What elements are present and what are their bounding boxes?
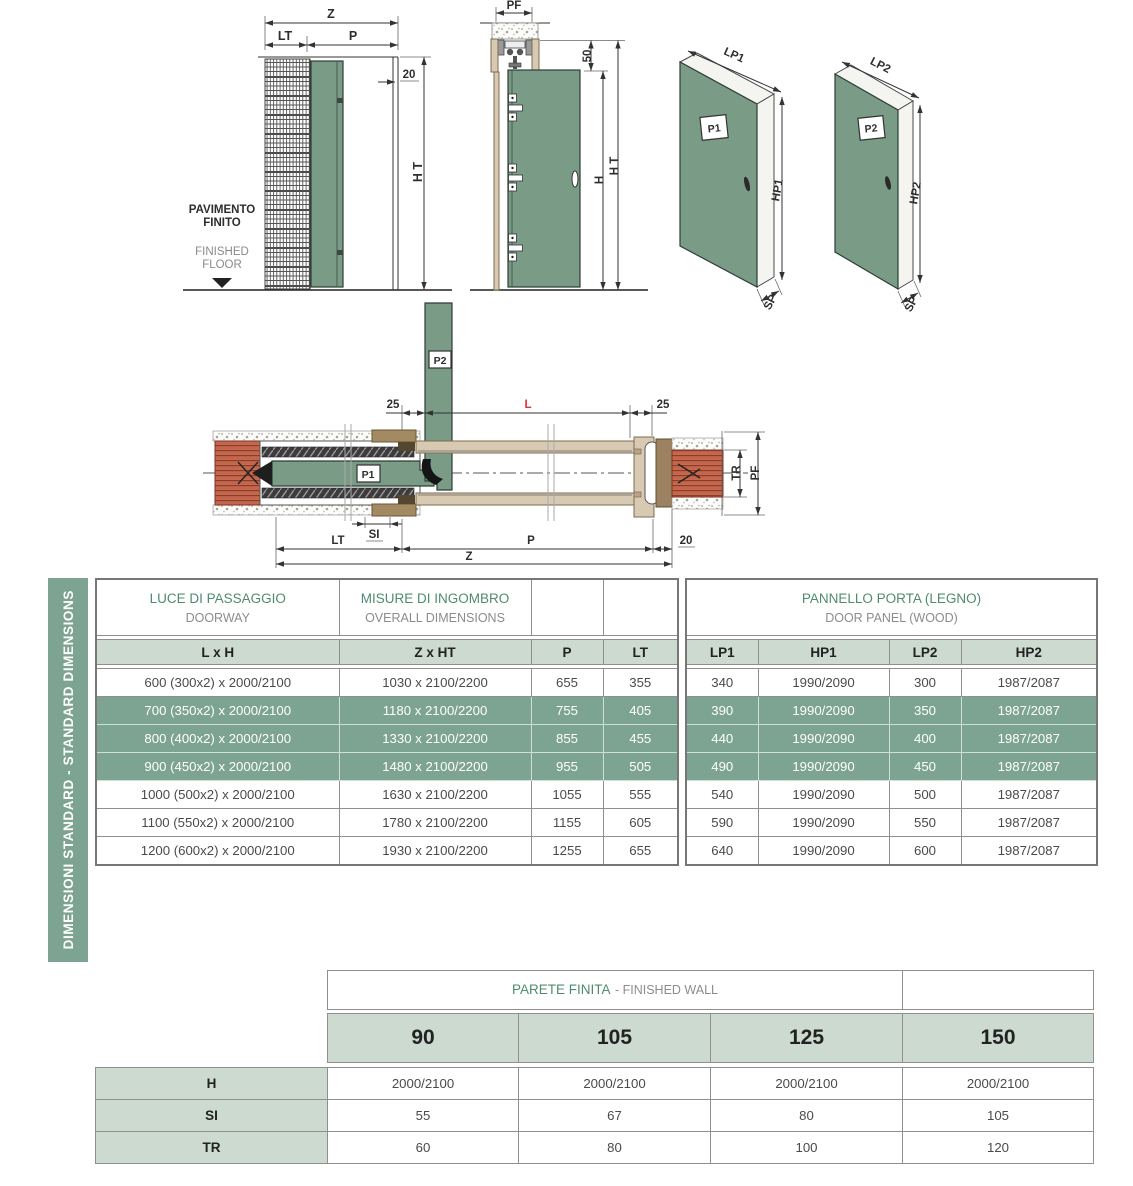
doorway-title-it: LUCE DI PASSAGGIO	[149, 591, 286, 606]
table-cell: 1990/2090	[758, 753, 889, 781]
table-cell: 405	[603, 697, 678, 725]
table-cell: 640	[686, 837, 758, 866]
panel-tag-p2-label: P2	[864, 122, 879, 136]
table-cell: 450	[889, 753, 961, 781]
col-header-90: 90	[328, 1014, 519, 1063]
table-row	[96, 1100, 1094, 1132]
section-view-diagram	[470, 0, 648, 290]
empty-title-cell	[603, 579, 678, 636]
dim-label-hp2: HP2	[908, 181, 924, 206]
table-cell: 2000/2100	[903, 1068, 1094, 1100]
finished-floor-label-it: PAVIMENTO	[188, 204, 256, 216]
doorway-title-en: DOORWAY	[185, 611, 250, 625]
ghost-cell	[96, 1014, 328, 1063]
overall-title-cell	[339, 579, 531, 636]
dim-label-tr: TR	[731, 465, 743, 481]
table-cell: 1987/2087	[961, 753, 1097, 781]
table-row	[96, 837, 678, 866]
row-label: TR	[96, 1132, 328, 1164]
table-cell: 1990/2090	[758, 781, 889, 809]
dim-label-lp2: LP2	[868, 55, 893, 76]
table-cell: 605	[603, 809, 678, 837]
table-row	[96, 1068, 1094, 1100]
doorway-table	[95, 578, 679, 866]
table-cell: 105	[903, 1100, 1094, 1132]
table-cell: 340	[686, 669, 758, 697]
table-cell: 1200 (600x2) x 2000/2100	[96, 837, 339, 866]
finished-wall-header-row	[96, 1014, 1094, 1063]
door-panel-title-it: PANNELLO PORTA (LEGNO)	[801, 591, 982, 606]
table-cell: 1990/2090	[758, 837, 889, 866]
panel-tag-p1-plan-label: P1	[361, 469, 375, 481]
dim-label-ht: H T	[411, 161, 425, 183]
table-cell: 2000/2100	[519, 1068, 711, 1100]
table-row	[686, 837, 1097, 866]
dim-label-25-left: 25	[386, 399, 400, 411]
table-row	[686, 781, 1097, 809]
dim-label-lt-plan: LT	[331, 535, 345, 547]
table-cell: 1990/2090	[758, 669, 889, 697]
door-panel-header-row	[686, 640, 1097, 665]
plan-view-diagram	[203, 303, 765, 568]
empty-title-cell	[903, 971, 1094, 1010]
table-cell: 1987/2087	[961, 725, 1097, 753]
door-panel-table	[685, 578, 1098, 866]
dim-label-ht-section: H T	[609, 156, 621, 176]
dim-label-z-plan: Z	[465, 551, 473, 563]
door-panel-title-en: DOOR PANEL (WOOD)	[825, 611, 958, 625]
table-row	[96, 753, 678, 781]
table-row	[686, 697, 1097, 725]
table-cell: 700 (350x2) x 2000/2100	[96, 697, 339, 725]
dim-label-hp1: HP1	[770, 178, 786, 203]
section-title-bar	[48, 578, 88, 962]
dim-label-50: 50	[582, 49, 594, 63]
table-cell: 2000/2100	[328, 1068, 519, 1100]
table-cell: 80	[519, 1132, 711, 1164]
table-cell: 1000 (500x2) x 2000/2100	[96, 781, 339, 809]
table-row	[686, 809, 1097, 837]
panel-p1-plan	[272, 461, 434, 486]
table-cell: 455	[603, 725, 678, 753]
table-cell: 590	[686, 809, 758, 837]
wall-jamb-strip	[494, 72, 499, 290]
table-cell: 540	[686, 781, 758, 809]
table-cell: 100	[711, 1132, 903, 1164]
dim-label-p: P	[348, 29, 358, 43]
row-label: SI	[96, 1100, 328, 1132]
table-cell: 355	[603, 669, 678, 697]
table-cell: 60	[328, 1132, 519, 1164]
table-cell: 1987/2087	[961, 669, 1097, 697]
table-cell: 350	[889, 697, 961, 725]
table-cell: 1630 x 2100/2200	[339, 781, 531, 809]
table-cell: 1987/2087	[961, 697, 1097, 725]
table-cell: 500	[889, 781, 961, 809]
doorway-title-cell	[96, 579, 339, 636]
door-handle	[572, 171, 578, 187]
table-cell: 1987/2087	[961, 837, 1097, 866]
col-header-hp2: HP2	[961, 640, 1097, 665]
table-cell: 1990/2090	[758, 809, 889, 837]
table-cell: 1180 x 2100/2200	[339, 697, 531, 725]
table-cell: 490	[686, 753, 758, 781]
table-cell: 1055	[531, 781, 603, 809]
col-header-lt: LT	[603, 640, 678, 665]
dim-label-sp2: SP	[902, 294, 921, 315]
overall-title-it: MISURE DI INGOMBRO	[360, 591, 510, 606]
finished-wall-table	[95, 970, 1094, 1164]
col-header-lp1: LP1	[686, 640, 758, 665]
col-header-150: 150	[903, 1014, 1094, 1063]
table-cell: 1987/2087	[961, 809, 1097, 837]
table-row	[686, 669, 1097, 697]
table-cell: 67	[519, 1100, 711, 1132]
door-panel-title-row	[686, 579, 1097, 636]
finished-wall-title-it: PARETE FINITA	[512, 982, 611, 997]
table-cell: 1030 x 2100/2200	[339, 669, 531, 697]
finished-floor-label-en2: FLOOR	[202, 259, 242, 271]
dim-label-20-plan: 20	[679, 535, 693, 547]
lintel-concrete	[492, 23, 538, 39]
table-row	[96, 1132, 1094, 1164]
table-row	[96, 725, 678, 753]
table-cell: 80	[711, 1100, 903, 1132]
col-header-zxht: Z x HT	[339, 640, 531, 665]
table-cell: 55	[328, 1100, 519, 1132]
col-header-hp1: HP1	[758, 640, 889, 665]
table-cell: 655	[531, 669, 603, 697]
panel-tag-p1-label: P1	[707, 122, 722, 136]
empty-title-cell	[531, 579, 603, 636]
table-cell: 2000/2100	[711, 1068, 903, 1100]
table-cell: 400	[889, 725, 961, 753]
table-cell: 1987/2087	[961, 781, 1097, 809]
table-cell: 440	[686, 725, 758, 753]
door-panel-title-cell	[686, 579, 1097, 636]
row-label: H	[96, 1068, 328, 1100]
dim-label-25-right: 25	[656, 399, 670, 411]
table-cell: 1330 x 2100/2200	[339, 725, 531, 753]
finished-floor-label-en: FINISHED	[195, 246, 249, 258]
finished-wall-title-cell	[328, 971, 903, 1010]
table-row	[96, 781, 678, 809]
table-cell: 900 (450x2) x 2000/2100	[96, 753, 339, 781]
iso-panel-p1-diagram	[680, 46, 786, 312]
doorway-table-title-row	[96, 579, 678, 636]
col-header-125: 125	[711, 1014, 903, 1063]
finished-wall-title-en: - FINISHED WALL	[614, 983, 718, 997]
panel-tag-p2-plan-label: P2	[433, 355, 447, 367]
dim-label-lp1: LP1	[721, 45, 746, 66]
table-cell: 390	[686, 697, 758, 725]
table-cell: 600	[889, 837, 961, 866]
iso-panel-p2-diagram	[835, 56, 924, 314]
table-cell: 800 (400x2) x 2000/2100	[96, 725, 339, 753]
door-panel-table-body	[686, 669, 1097, 866]
table-cell: 855	[531, 725, 603, 753]
dim-label-z: Z	[327, 7, 335, 21]
overall-title-en: OVERALL DIMENSIONS	[365, 611, 505, 625]
dim-label-pf-section: PF	[506, 0, 522, 12]
col-header-lp2: LP2	[889, 640, 961, 665]
table-cell: 600 (300x2) x 2000/2100	[96, 669, 339, 697]
dim-label-sp1: SP	[761, 292, 780, 313]
finished-floor-label-it2: FINITO	[203, 217, 241, 229]
table-cell: 1780 x 2100/2200	[339, 809, 531, 837]
table-row	[686, 725, 1097, 753]
floor-level-marker-icon	[212, 278, 232, 288]
doorway-header-row	[96, 640, 678, 665]
dim-label-20: 20	[402, 69, 416, 81]
table-row	[96, 669, 678, 697]
table-cell: 300	[889, 669, 961, 697]
dim-label-p-plan: P	[527, 535, 535, 547]
sliding-track-hardware	[493, 40, 537, 69]
dim-label-h: H	[594, 175, 606, 185]
dim-label-si: SI	[368, 529, 380, 541]
table-cell: 555	[603, 781, 678, 809]
dim-label-l: L	[524, 399, 532, 411]
section-title: DIMENSIONI STANDARD - STANDARD DIMENSIONS	[60, 590, 76, 950]
col-header-lxh: L x H	[96, 640, 339, 665]
table-cell: 1990/2090	[758, 725, 889, 753]
ghost-cell	[96, 971, 328, 1010]
table-row	[96, 697, 678, 725]
doorway-table-body	[96, 669, 678, 866]
front-view-diagram	[183, 7, 452, 290]
pocket-frame-mesh	[265, 59, 310, 289]
dim-label-lt: LT	[277, 29, 293, 43]
table-cell: 1155	[531, 809, 603, 837]
table-row	[686, 753, 1097, 781]
table-cell: 550	[889, 809, 961, 837]
table-cell: 955	[531, 753, 603, 781]
table-cell: 1480 x 2100/2200	[339, 753, 531, 781]
table-row	[96, 809, 678, 837]
finished-wall-table-body	[96, 1068, 1094, 1164]
table-cell: 655	[603, 837, 678, 866]
col-header-105: 105	[519, 1014, 711, 1063]
table-cell: 1255	[531, 837, 603, 866]
table-cell: 505	[603, 753, 678, 781]
table-cell: 1100 (550x2) x 2000/2100	[96, 809, 339, 837]
table-cell: 120	[903, 1132, 1094, 1164]
col-header-p: P	[531, 640, 603, 665]
dim-label-pf-plan: PF	[750, 465, 762, 481]
technical-diagrams	[0, 0, 1133, 575]
right-wall-brick	[672, 450, 723, 497]
table-cell: 1930 x 2100/2200	[339, 837, 531, 866]
table-cell: 1990/2090	[758, 697, 889, 725]
table-cell: 755	[531, 697, 603, 725]
finished-wall-title-row	[96, 971, 1094, 1010]
